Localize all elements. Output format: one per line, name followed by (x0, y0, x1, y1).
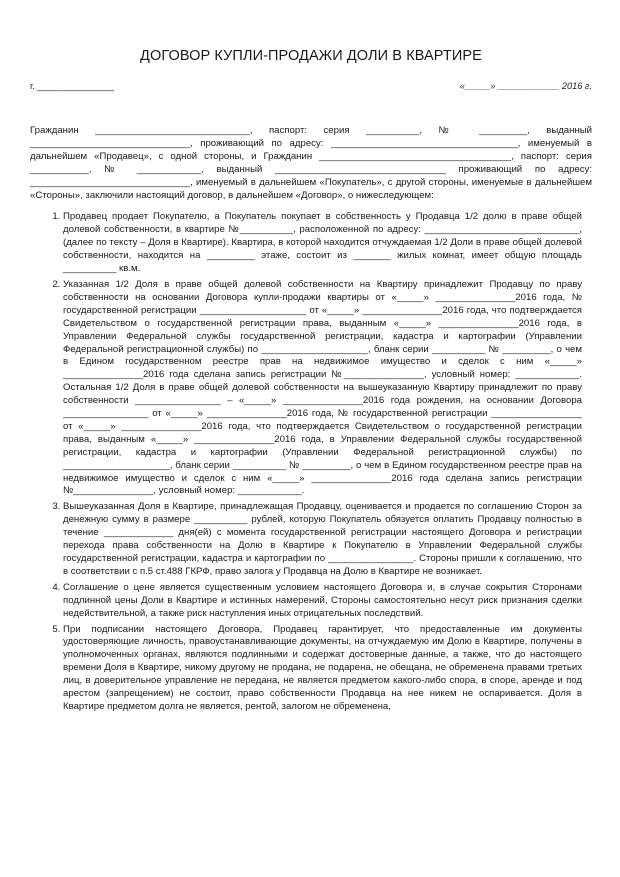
preamble: Гражданин _____________________________, паспорт: серия __________, № _________, выданный ______________________________, проживающий по адресу: ___________________________________, именуемый в дальнейшем «Продавец», с одной стороны, и Гражданин ____________________________________, паспорт: серия ___________, № ____________, выданный ________________________________ проживающий по адресу: ______________________________, именуемый в дальнейшем «Покупатель», с другой стороны, именуемые в дальнейшем «Стороны», заключили настоящий договор, в дальнейшем «Договор», о нижеследующем: (30, 125, 592, 201)
clause-list (30, 211, 592, 713)
clause-5: 5. При подписании настоящего Договора, Продавец гарантирует, что предоставленные им документы удостоверяющие личность, правоустанавливающие документы, на отчуждаемую им Долю в Квартире, получены в уполномоченных органах, являются подлинными и содержат достоверные данные, а также, что до настоящего времени Доля в Квартире, никому другому не продана, не подарена, не обещана, не обременена правами третьих лиц, в доверительное управление не передана, не является предметом какого-либо спора, в споре, аренде и под арестом (запрещением) не состоит, право собственности Продавца на нее никем не оспаривается. Доля в Квартире предметом долга не является, рентой, залогом не обременена, (63, 624, 582, 714)
place-date-row (30, 81, 592, 95)
clause-2: 2. Указанная 1/2 Доля в праве общей долевой собственности на Квартиру принадлежит Продавцу по праву собственности на основании Договора купли-продажи квартиры от «_____» _______________2016 года, № государственной регистрации ____________________ от «_____» _______________2016 года, что подтверждается Свидетельством о государственной регистрации права, выданным «_____» _______________2016 года, в Управлении Федеральной службы государственной регистрации, кадастра и картографии (Управлении Федеральной регистрационной службы) по ____________________, бланк серии __________ № _________, о чем в Едином государственном реестре прав на недвижимое имущество и сделок с ним «_____» _______________2016 года сделана запись регистрации №_______________, условный номер: ____________. Остальная 1/2 Доля в праве общей долевой собственности на вышеуказанную Квартиру принадлежит по праву собственности ________________ – «_____» _______________2016 года рождения, на основании Договора ________________ от «_____» _______________2016 года, № государственной регистрации _________________ от «_____» _______________2016 года, что подтверждается Свидетельством о государственной регистрации права, выданным «_____» _______________2016 года, в Управлении Федеральной службы государственной регистрации, кадастра и картографии (Управлении Федеральной регистрационной службы) по ____________________, бланк серии __________ № _________, о чем в Едином государственном реестре прав на недвижимое имущество и сделок с ним «_____» _______________2016 года сделана запись регистрации №_______________, условный номер: ____________. (63, 279, 582, 498)
clause-1: 1. Продавец продает Покупателю, а Покупатель покупает в собственность у Продавца 1/2 долю в праве общей долевой собственности, в квартире №__________, расположенной по адресу: _____________________________, (далее по тексту – Доля в Квартире). Квартира, в которой находится отчуждаемая 1/2 Доли в праве общей долевой собственности, находится на _________ этаже, состоит из _______ жилых комнат, имеет общую площадь __________ кв.м. (63, 211, 582, 276)
document-title: ДОГОВОР КУПЛИ-ПРОДАЖИ ДОЛИ В КВАРТИРЕ (140, 48, 482, 64)
clause-4: 4. Соглашение о цене является существенным условием настоящего Договора и, в случае сокрытия Сторонами подлинной цены Доли в Квартире и истинных намерений, Стороны самостоятельно несут риск признания сделки недействительной, а также риск наступления иных отрицательных последствий. (63, 582, 582, 621)
contract-date: «_____» ____________ 2016 г. (459, 81, 592, 91)
clause-3: 3. Вышеуказанная Доля в Квартире, принадлежащая Продавцу, оценивается и продается по соглашению Сторон за денежную сумму в размере __________ рублей, которую Покупатель обязуется оплатить Продавцу полностью в течение _____________ дня(ей) с момента государственной регистрации настоящего Договора и регистрации перехода права собственности на Долю в Квартире к Покупателю в Управлении Федеральной службы государственной регистрации, кадастра и картографии по ________________. Стороны пришли к соглашению, что в соответствии с п.5 ст.488 ГКРФ, право залога у Продавца на Долю в Квартире не возникает. (63, 501, 582, 578)
contract-place: г. _______________ (30, 81, 114, 91)
